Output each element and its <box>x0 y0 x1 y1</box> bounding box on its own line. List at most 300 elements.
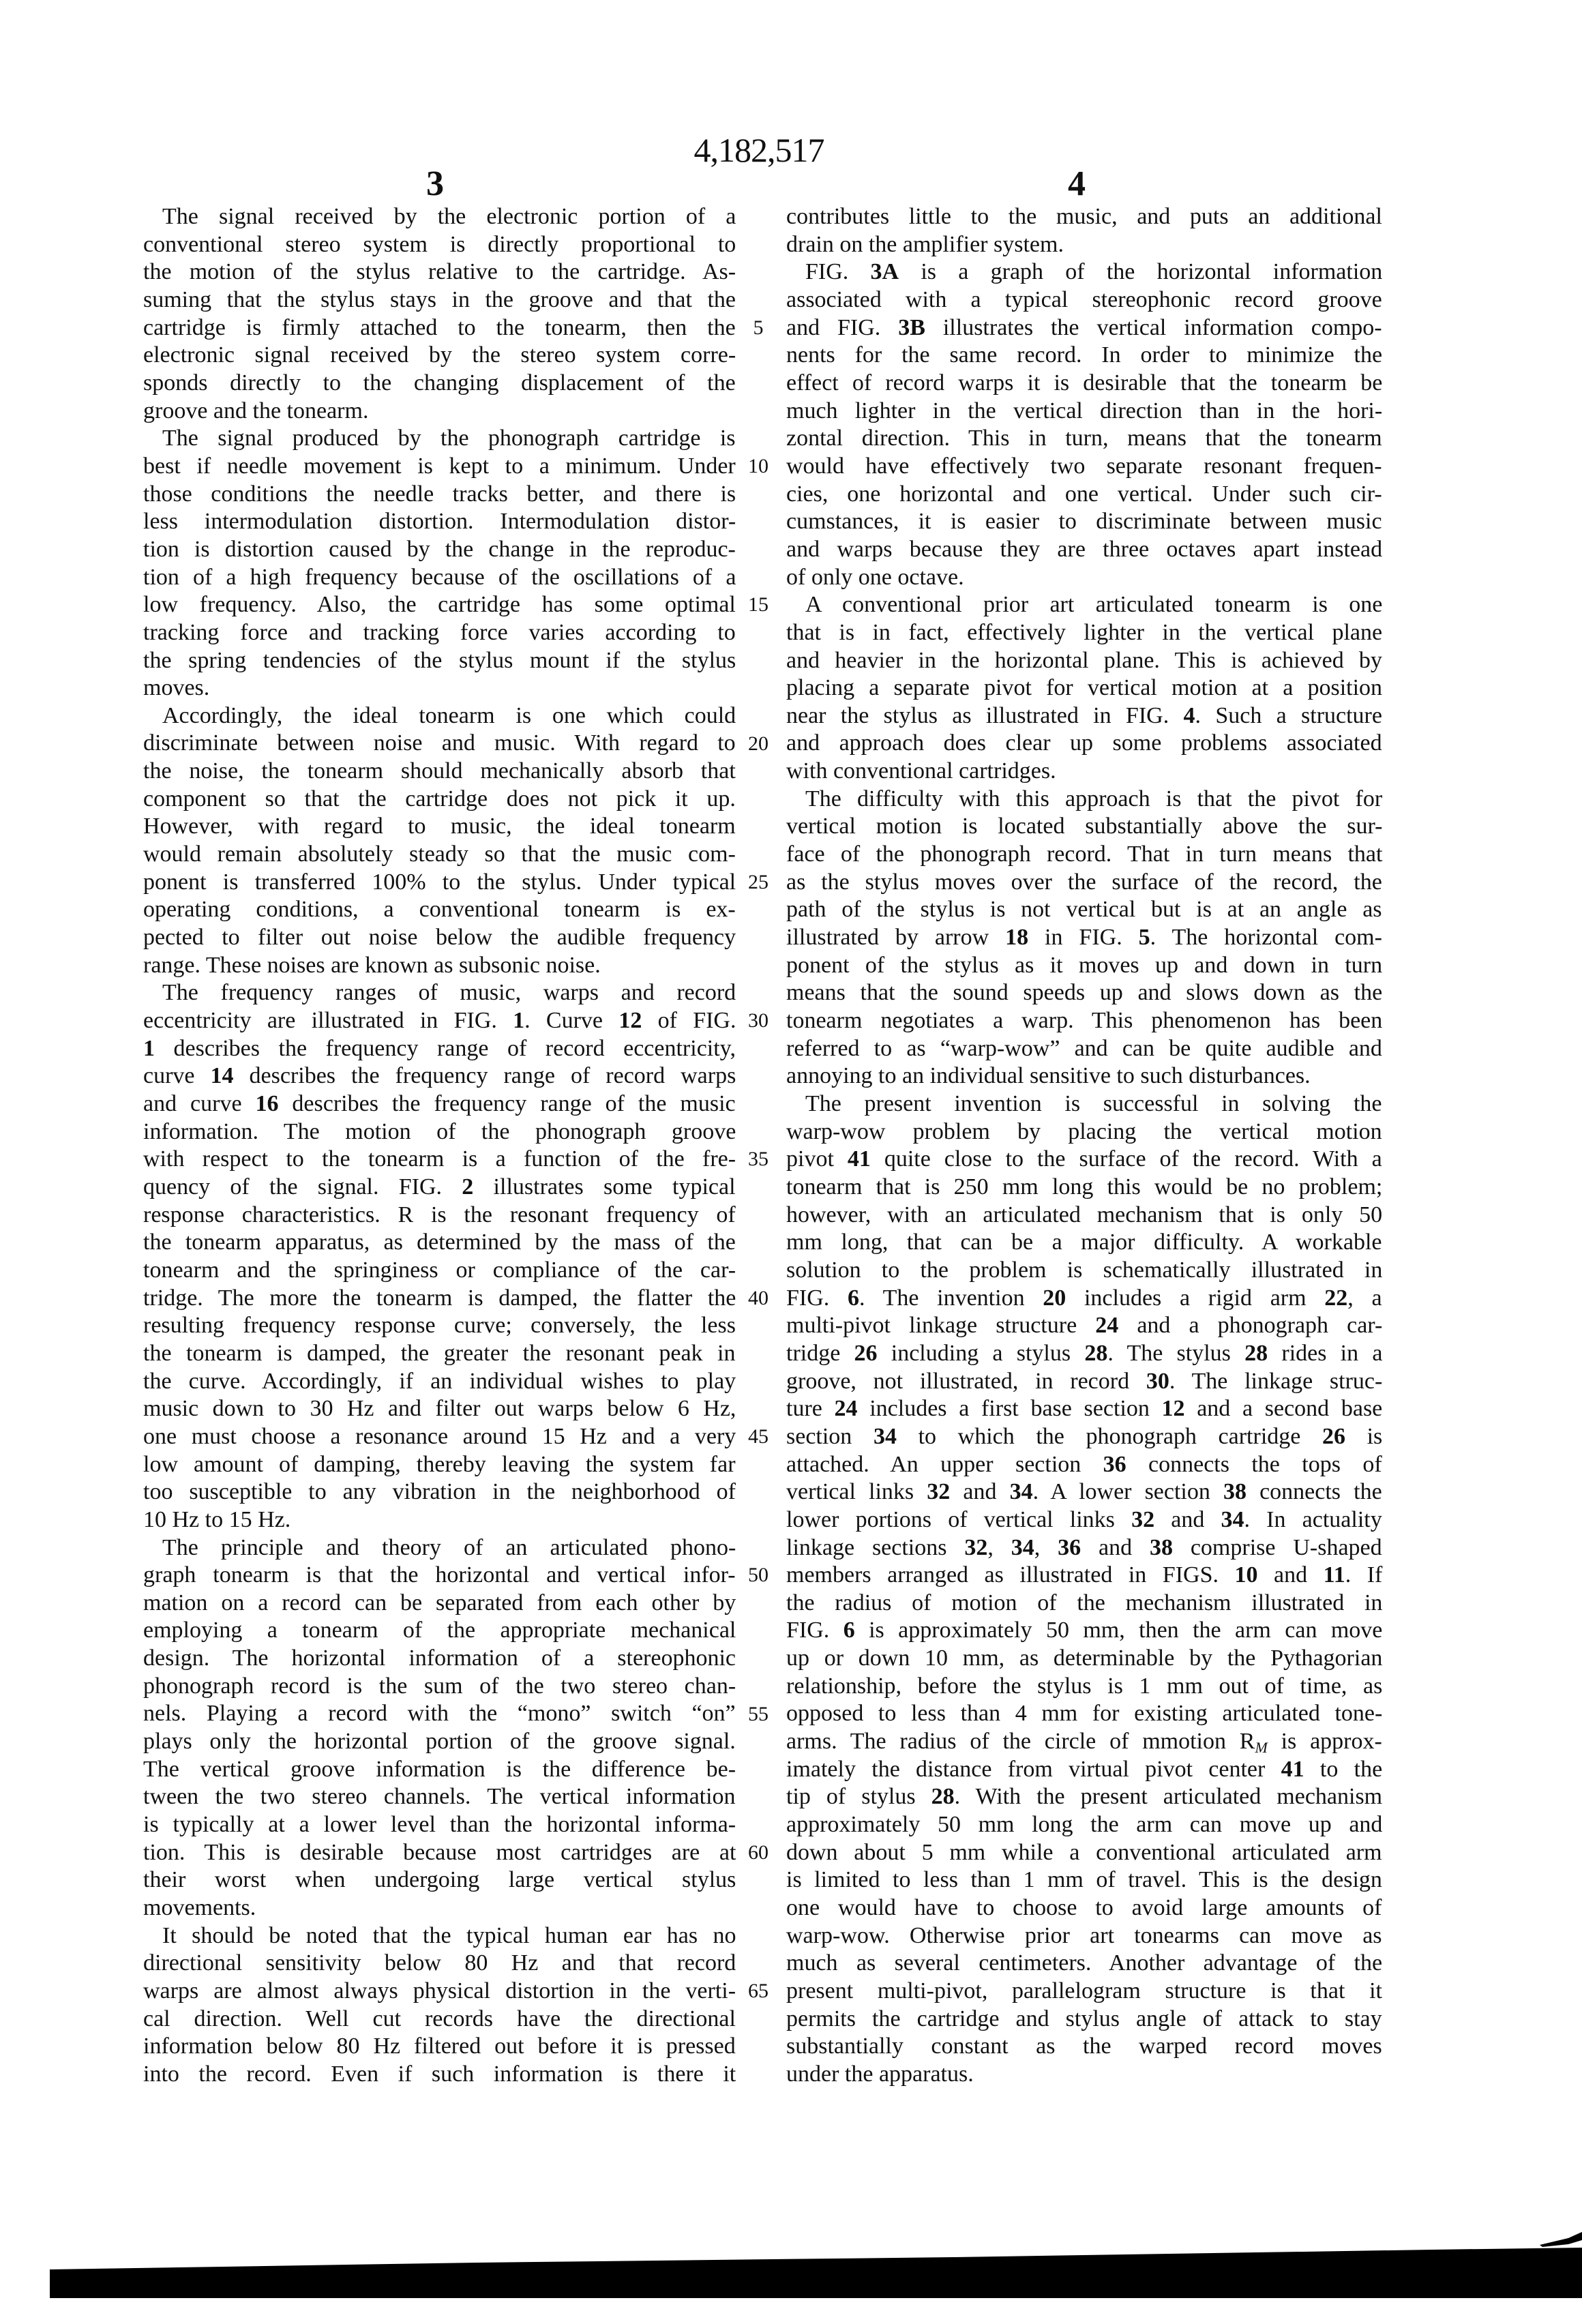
reference-numeral: 6 <box>848 1285 859 1311</box>
text-line <box>786 1506 1382 1534</box>
text-line <box>143 564 736 592</box>
text-line <box>786 1285 1382 1313</box>
text-line <box>786 647 1382 675</box>
line-number: 25 <box>748 870 768 893</box>
text-line-content: referred to as “warp-wow” and can be quite audible and <box>786 1035 1382 1061</box>
text-line-content: however, with an articulated mechanism that is only 50 <box>786 1202 1383 1227</box>
text-line-content: the tonearm is damped, the greater the resonant peak in <box>143 1340 736 1366</box>
text-line <box>143 619 736 647</box>
text-line <box>143 398 736 426</box>
text-line <box>143 258 736 286</box>
text-line <box>143 2033 736 2061</box>
text-line-content: is typically at a lower level than the horizontal informa- <box>143 1812 736 1838</box>
text-line-content: low amount of damping, thereby leaving the system far <box>143 1451 736 1477</box>
text-line <box>786 619 1382 647</box>
text-line-content: information. The motion of the phonograph groove <box>143 1118 736 1144</box>
reference-numeral: 26 <box>854 1340 878 1366</box>
text-line <box>143 1590 736 1618</box>
text-line <box>143 1035 736 1063</box>
text-line-content: the spring tendencies of the stylus mount if the stylus <box>143 647 736 673</box>
text-line <box>143 508 736 536</box>
line-number: 55 <box>748 1702 768 1725</box>
text-line-content: under the apparatus. <box>786 2061 974 2087</box>
reference-numeral: 20 <box>1043 1285 1066 1311</box>
text-line-content: vertical motion is located substantially above the sur- <box>786 814 1383 839</box>
reference-numeral: 24 <box>834 1396 858 1422</box>
text-line-content: means that the sound speeds up and slows down as the <box>786 980 1383 1006</box>
text-line-content: sponds directly to the changing displacement of the <box>143 370 736 396</box>
reference-numeral: 1 <box>513 1008 525 1034</box>
text-line-content: multi-pivot linkage structure 24 and a phonograph car- <box>786 1313 1383 1339</box>
text-line <box>143 730 736 758</box>
text-line-content: the curve. Accordingly, if an individual wishes to play <box>143 1368 736 1394</box>
text-line-content: eccentricity are illustrated in FIG. 1. Curve 12 of FIG. <box>143 1008 736 1034</box>
text-line <box>786 1866 1382 1894</box>
text-line <box>786 730 1382 758</box>
text-line <box>786 1978 1382 2006</box>
text-line-content: and approach does clear up some problems associated <box>786 730 1382 756</box>
text-line-content: and warps because they are three octaves apart instead <box>786 536 1383 562</box>
text-line-content: groove and the tonearm. <box>143 398 369 423</box>
text-line-content: one must choose a resonance around 15 Hz and a very <box>143 1423 736 1449</box>
text-line <box>786 1617 1382 1645</box>
line-number: 50 <box>748 1564 768 1587</box>
text-line-content: Accordingly, the ideal tonearm is one which could <box>162 702 736 728</box>
text-line-content: lower portions of vertical links 32 and 34. In actuality <box>786 1506 1382 1532</box>
text-line-content: less intermodulation distortion. Intermodulation distor- <box>143 509 736 535</box>
text-line <box>786 1756 1382 1784</box>
text-line <box>786 1007 1382 1035</box>
text-line-content: tonearm that is 250 mm long this would be no problem; <box>786 1174 1383 1200</box>
text-line-content: that is in fact, effectively lighter in the vertical plane <box>786 619 1383 645</box>
text-line <box>143 924 736 952</box>
line-number: 5 <box>753 316 764 339</box>
text-line <box>143 1285 736 1313</box>
text-line-content: It should be noted that the typical human ear has no <box>162 1922 736 1948</box>
text-line-content: their worst when undergoing large vertical stylus <box>143 1867 736 1893</box>
reference-numeral: 32 <box>1131 1506 1155 1532</box>
text-line <box>786 536 1382 564</box>
text-line <box>786 425 1382 453</box>
text-line-content: A conventional prior art articulated tonearm is one <box>805 592 1383 618</box>
text-line-content: best if needle movement is kept to a minimum. Under <box>143 453 736 479</box>
reference-numeral: 41 <box>1281 1756 1304 1782</box>
text-line-content: face of the phonograph record. That in turn means that <box>786 841 1383 867</box>
text-line <box>143 1562 736 1590</box>
text-line <box>143 1506 736 1534</box>
reference-numeral: 36 <box>1103 1451 1126 1477</box>
text-line-content: solution to the problem is schematically illustrated in <box>786 1257 1383 1283</box>
text-line-content: the noise, the tonearm should mechanically absorb that <box>143 758 736 784</box>
text-line-content: cal direction. Well cut records have the directional <box>143 2006 736 2031</box>
reference-numeral: 22 <box>1324 1285 1348 1311</box>
text-line <box>786 314 1382 342</box>
text-line <box>786 1229 1382 1257</box>
text-line <box>143 1312 736 1340</box>
text-line <box>786 591 1382 619</box>
text-line-content: near the stylus as illustrated in FIG. 4. Such a structure <box>786 702 1382 728</box>
text-line-content: The signal received by the electronic portion of a <box>162 204 736 229</box>
text-line <box>143 896 736 924</box>
text-line <box>143 1894 736 1922</box>
text-line <box>786 231 1382 259</box>
text-line-content: ture 24 includes a first base section 12 and a second base <box>786 1396 1383 1422</box>
text-line-content: and heavier in the horizontal plane. This is achieved by <box>786 647 1382 673</box>
text-line-content: The frequency ranges of music, warps and record <box>162 980 736 1006</box>
text-line <box>143 869 736 897</box>
text-line <box>786 370 1382 398</box>
reference-numeral: 34 <box>1221 1506 1244 1532</box>
text-column-right <box>786 203 1382 2089</box>
text-line-content: music down to 30 Hz and filter out warps below 6 Hz, <box>143 1396 736 1422</box>
text-line-content: would have effectively two separate resonant frequen- <box>786 453 1382 479</box>
reference-numeral: 34 <box>1009 1479 1033 1505</box>
reference-numeral: 38 <box>1149 1534 1173 1560</box>
text-line <box>143 1783 736 1811</box>
text-line <box>786 1423 1382 1451</box>
text-line <box>786 1062 1382 1090</box>
text-line-content: movements. <box>143 1895 256 1921</box>
text-line <box>143 481 736 509</box>
text-line-content: annoying to an individual sensitive to such disturbances. <box>786 1063 1311 1089</box>
reference-numeral: 28 <box>1084 1340 1108 1366</box>
text-line <box>786 1368 1382 1396</box>
text-line-content: tion. This is desirable because most cartridges are at <box>143 1839 736 1865</box>
text-line <box>143 1534 736 1562</box>
text-line-content: resulting frequency response curve; conversely, the less <box>143 1313 736 1339</box>
text-line-content: placing a separate pivot for vertical motion at a position <box>786 675 1383 701</box>
text-line-content: ponent of the stylus as it moves up and down in turn <box>786 952 1383 978</box>
text-line-content: The principle and theory of an articulated phono- <box>162 1534 736 1560</box>
text-line <box>786 398 1382 426</box>
text-line <box>143 591 736 619</box>
text-line-content: operating conditions, a conventional tonearm is ex- <box>143 897 736 923</box>
text-line <box>786 1922 1382 1950</box>
text-line <box>143 758 736 786</box>
line-number: 60 <box>748 1841 768 1864</box>
text-line <box>786 896 1382 924</box>
text-line <box>786 1312 1382 1340</box>
text-line-content: design. The horizontal information of a stereophonic <box>143 1645 736 1671</box>
text-line <box>143 1950 736 1978</box>
text-line <box>143 1700 736 1728</box>
text-line-content: the radius of motion of the mechanism illustrated in <box>786 1590 1383 1615</box>
text-line-content: warps are almost always physical distortion in the verti- <box>143 1978 736 2003</box>
text-line-content: permits the cartridge and stylus angle of attack to stay <box>786 2006 1382 2031</box>
text-line-content: into the record. Even if such information is there it <box>143 2061 736 2087</box>
text-line <box>786 869 1382 897</box>
text-line <box>786 674 1382 702</box>
reference-numeral: 12 <box>1161 1396 1185 1422</box>
text-line-content: warp-wow problem by placing the vertical motion <box>786 1118 1382 1144</box>
text-line-content: imately the distance from virtual pivot center 41 to the <box>786 1756 1383 1782</box>
text-line-content: zontal direction. This in turn, means that the tonearm <box>786 426 1382 451</box>
text-line-content: tracking force and tracking force varies according to <box>143 619 736 645</box>
text-line-content: with respect to the tonearm is a function of the fre- <box>143 1146 736 1172</box>
text-line-content: much as several centimeters. Another advantage of the <box>786 1950 1383 1976</box>
text-line <box>143 1202 736 1230</box>
text-line <box>143 1395 736 1423</box>
reference-numeral: 14 <box>210 1063 234 1089</box>
text-line-content: FIG. 6 is approximately 50 mm, then the arm can move <box>786 1618 1383 1643</box>
text-line <box>143 1673 736 1701</box>
text-line-content: would remain absolutely steady so that the music com- <box>143 841 736 867</box>
line-number: 15 <box>748 593 768 616</box>
text-line-content: conventional stereo system is directly proportional to <box>143 231 736 257</box>
text-line-content: approximately 50 mm long the arm can move up and <box>786 1812 1383 1838</box>
text-line-content: and curve 16 describes the frequency range of the music <box>143 1091 736 1116</box>
text-line-content: curve 14 describes the frequency range of record warps <box>143 1063 736 1089</box>
text-line-content: phonograph record is the sum of the two stereo chan- <box>143 1673 736 1699</box>
line-number: 40 <box>748 1286 768 1309</box>
text-line <box>786 1257 1382 1285</box>
text-line <box>143 1090 736 1118</box>
text-line-content: nels. Playing a record with the “mono” switch “on” <box>143 1701 736 1727</box>
text-line-content: of only one octave. <box>786 564 964 590</box>
text-line <box>786 342 1382 370</box>
reference-numeral: 3A <box>870 259 899 285</box>
text-line <box>143 952 736 980</box>
text-line <box>786 1700 1382 1728</box>
text-line <box>143 314 736 342</box>
text-line-content: However, with regard to music, the ideal tonearm <box>143 814 736 839</box>
text-line <box>786 508 1382 536</box>
reference-numeral: 1 <box>143 1035 155 1061</box>
text-line-content: nents for the same record. In order to minimize the <box>786 342 1383 368</box>
scan-bar-shape <box>50 2248 1582 2298</box>
text-line <box>786 1811 1382 1839</box>
reference-numeral: 3B <box>898 314 925 340</box>
text-line-content: relationship, before the stylus is 1 mm out of time, as <box>786 1673 1383 1699</box>
text-line <box>786 1783 1382 1811</box>
reference-numeral: 41 <box>847 1146 871 1172</box>
text-line-content: tion of a high frequency because of the oscillations of a <box>143 564 736 590</box>
reference-numeral: 16 <box>255 1091 279 1116</box>
text-line <box>143 1229 736 1257</box>
text-line-content: substantially constant as the warped record moves <box>786 2034 1382 2059</box>
text-line <box>786 1728 1382 1756</box>
reference-numeral: 4 <box>1183 702 1195 728</box>
text-line <box>143 425 736 453</box>
text-line <box>143 702 736 730</box>
text-line-content: 1 describes the frequency range of record eccentricity, <box>143 1035 736 1061</box>
text-line-content: suming that the stylus stays in the groove and that the <box>143 286 736 312</box>
text-line <box>786 1534 1382 1562</box>
text-line <box>143 1478 736 1506</box>
text-line-content: quency of the signal. FIG. 2 illustrates some typical <box>143 1174 736 1200</box>
text-line-content: tonearm and the springiness or compliance of the car- <box>143 1257 736 1283</box>
text-line-content: groove, not illustrated, in record 30. The linkage struc- <box>786 1368 1383 1394</box>
text-line <box>786 564 1382 592</box>
text-line-content: is limited to less than 1 mm of travel. This is the design <box>786 1867 1382 1893</box>
text-line <box>143 1728 736 1756</box>
text-line <box>786 1590 1382 1618</box>
reference-numeral: 28 <box>1244 1340 1268 1366</box>
reference-numeral: 34 <box>1011 1534 1034 1560</box>
text-line-content: FIG. 6. The invention 20 includes a rigid arm 22, a <box>786 1285 1382 1311</box>
text-line <box>786 979 1382 1007</box>
text-line-content: section 34 to which the phonograph cartridge 26 is <box>786 1423 1383 1449</box>
reference-numeral: 30 <box>1146 1368 1169 1394</box>
text-line <box>786 203 1382 231</box>
text-line <box>786 1118 1382 1146</box>
text-line <box>143 1007 736 1035</box>
text-line-content: The difficulty with this approach is that the pivot for <box>805 786 1383 811</box>
text-line <box>143 1146 736 1174</box>
text-line <box>786 1146 1382 1174</box>
text-line <box>143 536 736 564</box>
text-line-content: vertical links 32 and 34. A lower section 38 connects the <box>786 1479 1382 1505</box>
text-line <box>786 758 1382 786</box>
text-line <box>786 786 1382 814</box>
text-line <box>143 1756 736 1784</box>
line-number: 20 <box>748 732 768 755</box>
text-line <box>143 1257 736 1285</box>
text-line-content: contributes little to the music, and puts an additional <box>786 204 1382 229</box>
text-line <box>786 952 1382 980</box>
text-line <box>786 1673 1382 1701</box>
text-line <box>786 453 1382 481</box>
text-line-content: The vertical groove information is the difference be- <box>143 1756 736 1782</box>
text-line <box>143 1811 736 1839</box>
subscript: M <box>1255 1739 1268 1757</box>
text-line-content: linkage sections 32, 34, 36 and 38 comprise U-shaped <box>786 1534 1382 1560</box>
line-number: 10 <box>748 454 768 477</box>
text-line <box>143 979 736 1007</box>
text-line-content: cumstances, it is easier to discriminate between music <box>786 509 1382 535</box>
text-line-content: graph tonearm is that the horizontal and vertical infor- <box>143 1562 736 1588</box>
text-line-content: directional sensitivity below 80 Hz and that record <box>143 1950 736 1976</box>
text-line <box>143 342 736 370</box>
text-line-content: The present invention is successful in solving the <box>805 1091 1382 1116</box>
patent-number: 4,182,517 <box>693 131 824 169</box>
text-line-content: mation on a record can be separated from each other by <box>143 1590 736 1615</box>
text-line-content: ponent is transferred 100% to the stylus. Under typical <box>143 869 736 895</box>
text-line-content: 10 Hz to 15 Hz. <box>143 1506 291 1532</box>
text-line <box>786 1839 1382 1867</box>
text-line <box>786 1451 1382 1479</box>
text-line <box>143 841 736 869</box>
text-line <box>143 1174 736 1202</box>
text-line-content: much lighter in the vertical direction than in the hori- <box>786 398 1383 423</box>
text-line-content: pected to filter out noise below the audible frequency <box>143 925 736 951</box>
text-line <box>786 2033 1382 2061</box>
text-line <box>786 1090 1382 1118</box>
text-line <box>143 1118 736 1146</box>
text-line <box>143 370 736 398</box>
text-line-content: mm long, that can be a major difficulty. A workable <box>786 1230 1382 1255</box>
text-line <box>786 924 1382 952</box>
text-line <box>786 1645 1382 1673</box>
text-line <box>786 1950 1382 1978</box>
text-line <box>143 2006 736 2034</box>
text-line <box>143 286 736 314</box>
text-line-content: effect of record warps it is desirable that the tonearm be <box>786 370 1383 396</box>
text-line <box>143 1922 736 1950</box>
reference-numeral: 26 <box>1322 1423 1345 1449</box>
column-number-right: 4 <box>1068 164 1086 203</box>
reference-numeral: 6 <box>843 1618 855 1643</box>
text-line <box>786 1478 1382 1506</box>
text-line-content: tridge 26 including a stylus 28. The stylus 28 rides in a <box>786 1340 1383 1366</box>
text-line-content: up or down 10 mm, as determinable by the Pythagorian <box>786 1645 1383 1671</box>
text-line-content: component so that the cartridge does not pick it up. <box>143 786 736 811</box>
text-line-content: opposed to less than 4 mm for existing articulated tone- <box>786 1701 1383 1727</box>
reference-numeral: 2 <box>462 1174 474 1200</box>
text-line-content: and FIG. 3B illustrates the vertical information compo- <box>786 314 1382 340</box>
text-line-content: with conventional cartridges. <box>786 758 1056 784</box>
text-line-content: discriminate between noise and music. With regard to <box>143 730 736 756</box>
text-line <box>143 1423 736 1451</box>
text-line <box>143 674 736 702</box>
reference-numeral: 18 <box>1005 925 1029 951</box>
reference-numeral: 10 <box>1234 1562 1258 1588</box>
text-line-content: The signal produced by the phonograph cartridge is <box>162 426 736 451</box>
text-line-content: the motion of the stylus relative to the cartridge. As- <box>143 259 736 285</box>
reference-numeral: 36 <box>1058 1534 1081 1560</box>
text-line-content: electronic signal received by the stereo system corre- <box>143 342 736 368</box>
reference-numeral: 28 <box>931 1784 955 1810</box>
text-line <box>786 1562 1382 1590</box>
text-line-content: path of the stylus is not vertical but is at an angle as <box>786 897 1382 923</box>
text-column-left <box>143 203 736 2089</box>
text-line-content: range. These noises are known as subsonic noise. <box>143 952 601 978</box>
reference-numeral: 24 <box>1095 1313 1119 1339</box>
text-line <box>143 203 736 231</box>
column-number-left: 3 <box>426 164 444 203</box>
text-line <box>143 813 736 841</box>
text-line-content: moves. <box>143 675 210 701</box>
text-line-content: attached. An upper section 36 connects the tops of <box>786 1451 1382 1477</box>
line-number: 45 <box>748 1425 768 1448</box>
text-line <box>786 2061 1382 2089</box>
text-line-content: tion is distortion caused by the change in the reproduc- <box>143 536 736 562</box>
text-line-content: illustrated by arrow 18 in FIG. 5. The horizontal com- <box>786 925 1382 951</box>
text-line-content: tonearm negotiates a warp. This phenomenon has been <box>786 1008 1383 1034</box>
text-line <box>143 1062 736 1090</box>
text-line-content: those conditions the needle tracks better, and there is <box>143 481 736 507</box>
text-line-content: employing a tonearm of the appropriate mechanical <box>143 1618 736 1643</box>
text-line <box>143 1451 736 1479</box>
text-line-content: warp-wow. Otherwise prior art tonearms can move as <box>786 1922 1382 1948</box>
text-line <box>786 286 1382 314</box>
reference-numeral: 5 <box>1138 925 1150 951</box>
text-line <box>143 1617 736 1645</box>
scan-bar-wedge <box>1540 2232 1582 2247</box>
text-line-content: tween the two stereo channels. The vertical information <box>143 1784 736 1810</box>
text-line-content: tridge. The more the tonearm is damped, the flatter the <box>143 1285 736 1311</box>
text-line-content: drain on the amplifier system. <box>786 231 1064 257</box>
text-line <box>786 702 1382 730</box>
text-line <box>143 786 736 814</box>
text-line <box>786 1340 1382 1368</box>
line-number: 65 <box>748 1980 768 2003</box>
line-number: 35 <box>748 1148 768 1171</box>
text-line-content: FIG. 3A is a graph of the horizontal information <box>805 259 1383 285</box>
text-line <box>786 481 1382 509</box>
text-line <box>143 1368 736 1396</box>
text-line-content: response characteristics. R is the resonant frequency of <box>143 1202 736 1227</box>
text-line-content: low frequency. Also, the cartridge has some optimal <box>143 592 736 618</box>
text-line-content: associated with a typical stereophonic record groove <box>786 286 1382 312</box>
text-line-content: as the stylus moves over the surface of the record, the <box>786 869 1382 895</box>
reference-numeral: 12 <box>618 1008 642 1034</box>
text-line <box>143 1340 736 1368</box>
text-line-content: cartridge is firmly attached to the tonearm, then the <box>143 314 736 340</box>
reference-numeral: 34 <box>873 1423 897 1449</box>
text-line-content: present multi-pivot, parallelogram structure is that it <box>786 1978 1382 2003</box>
text-line <box>143 1839 736 1867</box>
